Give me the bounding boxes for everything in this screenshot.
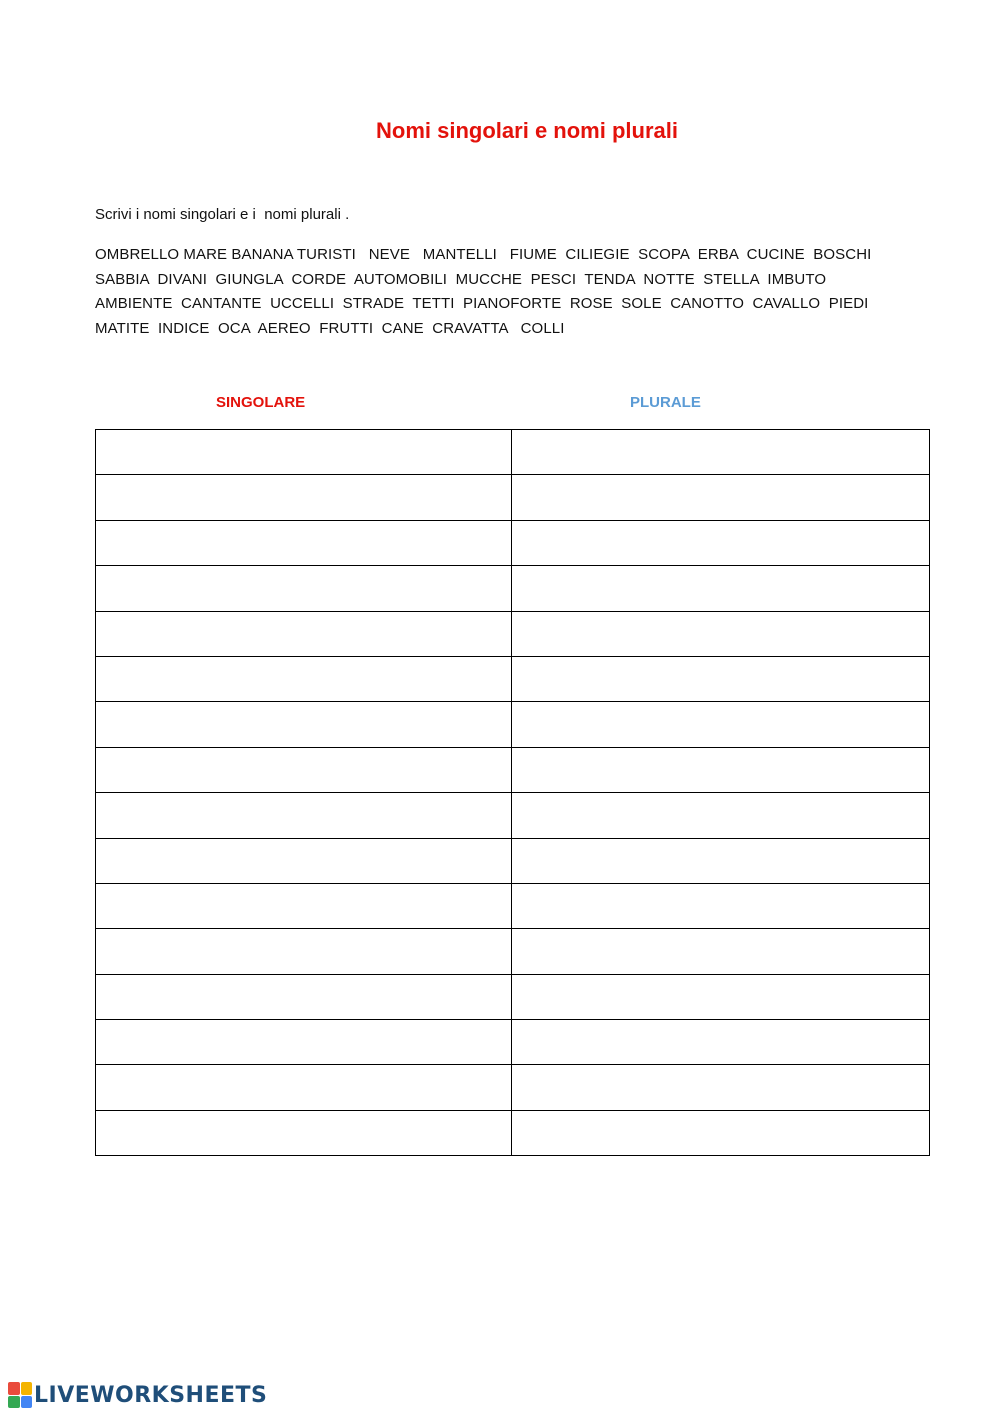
plural-cell: [512, 520, 930, 565]
singular-answer-input[interactable]: [96, 1020, 511, 1064]
singular-answer-input[interactable]: [96, 521, 511, 565]
plural-answer-input[interactable]: [512, 1111, 929, 1155]
plural-answer-input[interactable]: [512, 748, 929, 792]
singular-column-header: SINGOLARE: [216, 394, 306, 411]
singular-answer-input[interactable]: [96, 1111, 511, 1155]
singular-answer-input[interactable]: [96, 1065, 511, 1109]
plural-answer-input[interactable]: [512, 884, 929, 928]
singular-answer-input[interactable]: [96, 975, 511, 1019]
singular-cell: [96, 1110, 512, 1155]
logo-text: LIVEWORKSHEETS: [34, 1382, 268, 1408]
singular-answer-input[interactable]: [96, 884, 511, 928]
plural-answer-input[interactable]: [512, 430, 929, 474]
plural-cell: [512, 883, 930, 928]
plural-cell: [512, 566, 930, 611]
singular-answer-input[interactable]: [96, 566, 511, 610]
singular-cell: [96, 566, 512, 611]
table-row: [96, 1110, 930, 1155]
singular-answer-input[interactable]: [96, 702, 511, 746]
singular-cell: [96, 1020, 512, 1065]
page-title: Nomi singolari e nomi plurali: [376, 118, 678, 143]
table-row: [96, 566, 930, 611]
plural-answer-input[interactable]: [512, 1065, 929, 1109]
plural-answer-input[interactable]: [512, 475, 929, 519]
plural-answer-input[interactable]: [512, 657, 929, 701]
plural-cell: [512, 475, 930, 520]
table-row: [96, 929, 930, 974]
table-row: [96, 430, 930, 475]
singular-answer-input[interactable]: [96, 839, 511, 883]
plural-cell: [512, 929, 930, 974]
plural-answer-input[interactable]: [512, 839, 929, 883]
liveworksheets-logo: [8, 1380, 267, 1410]
singular-answer-input[interactable]: [96, 793, 511, 837]
table-row: [96, 1020, 930, 1065]
table-row: [96, 793, 930, 838]
singular-cell: [96, 747, 512, 792]
singular-cell: [96, 656, 512, 701]
word-bank: [95, 243, 915, 341]
plural-answer-input[interactable]: [512, 702, 929, 746]
plural-column-header: PLURALE: [630, 394, 701, 411]
table-row: [96, 974, 930, 1019]
singular-answer-input[interactable]: [96, 612, 511, 656]
plural-answer-input[interactable]: [512, 612, 929, 656]
singular-cell: [96, 793, 512, 838]
plural-cell: [512, 611, 930, 656]
singular-answer-input[interactable]: [96, 929, 511, 973]
liveworksheets-logo-icon: [8, 1382, 32, 1408]
singular-answer-input[interactable]: [96, 475, 511, 519]
singular-cell: [96, 475, 512, 520]
table-row: [96, 656, 930, 701]
plural-answer-input[interactable]: [512, 566, 929, 610]
table-row: [96, 838, 930, 883]
table-row: [96, 520, 930, 565]
singular-cell: [96, 929, 512, 974]
singular-cell: [96, 974, 512, 1019]
table-row: [96, 747, 930, 792]
plural-cell: [512, 793, 930, 838]
word-bank-line: SABBIA DIVANI GIUNGLA CORDE AUTOMOBILI MUCCHE PESCI TENDA NOTTE STELLA IMBUTO: [95, 270, 827, 288]
instruction-text: Scrivi i nomi singolari e i nomi plurali .: [95, 206, 350, 223]
answer-table: [95, 429, 930, 1156]
plural-cell: [512, 656, 930, 701]
plural-answer-input[interactable]: [512, 1020, 929, 1064]
plural-answer-input[interactable]: [512, 521, 929, 565]
table-row: [96, 475, 930, 520]
table-row: [96, 702, 930, 747]
plural-cell: [512, 1110, 930, 1155]
singular-cell: [96, 1065, 512, 1110]
plural-cell: [512, 1020, 930, 1065]
singular-cell: [96, 611, 512, 656]
singular-cell: [96, 702, 512, 747]
singular-cell: [96, 883, 512, 928]
plural-cell: [512, 747, 930, 792]
singular-answer-input[interactable]: [96, 657, 511, 701]
singular-cell: [96, 838, 512, 883]
word-bank-line: AMBIENTE CANTANTE UCCELLI STRADE TETTI PIANOFORTE ROSE SOLE CANOTTO CAVALLO PIEDI: [95, 295, 869, 312]
plural-answer-input[interactable]: [512, 793, 929, 837]
table-row: [96, 1065, 930, 1110]
plural-cell: [512, 1065, 930, 1110]
singular-answer-input[interactable]: [96, 430, 511, 474]
singular-cell: [96, 430, 512, 475]
table-row: [96, 611, 930, 656]
plural-answer-input[interactable]: [512, 929, 929, 973]
plural-answer-input[interactable]: [512, 975, 929, 1019]
plural-cell: [512, 838, 930, 883]
table-row: [96, 883, 930, 928]
plural-cell: [512, 430, 930, 475]
singular-cell: [96, 520, 512, 565]
word-bank-line: MATITE INDICE OCA AEREO FRUTTI CANE CRAVATTA COLLI: [95, 319, 565, 337]
plural-cell: [512, 974, 930, 1019]
word-bank-line: OMBRELLO MARE BANANA TURISTI NEVE MANTELLI FIUME CILIEGIE SCOPA ERBA CUCINE BOSCHI: [95, 246, 872, 263]
plural-cell: [512, 702, 930, 747]
singular-answer-input[interactable]: [96, 748, 511, 792]
